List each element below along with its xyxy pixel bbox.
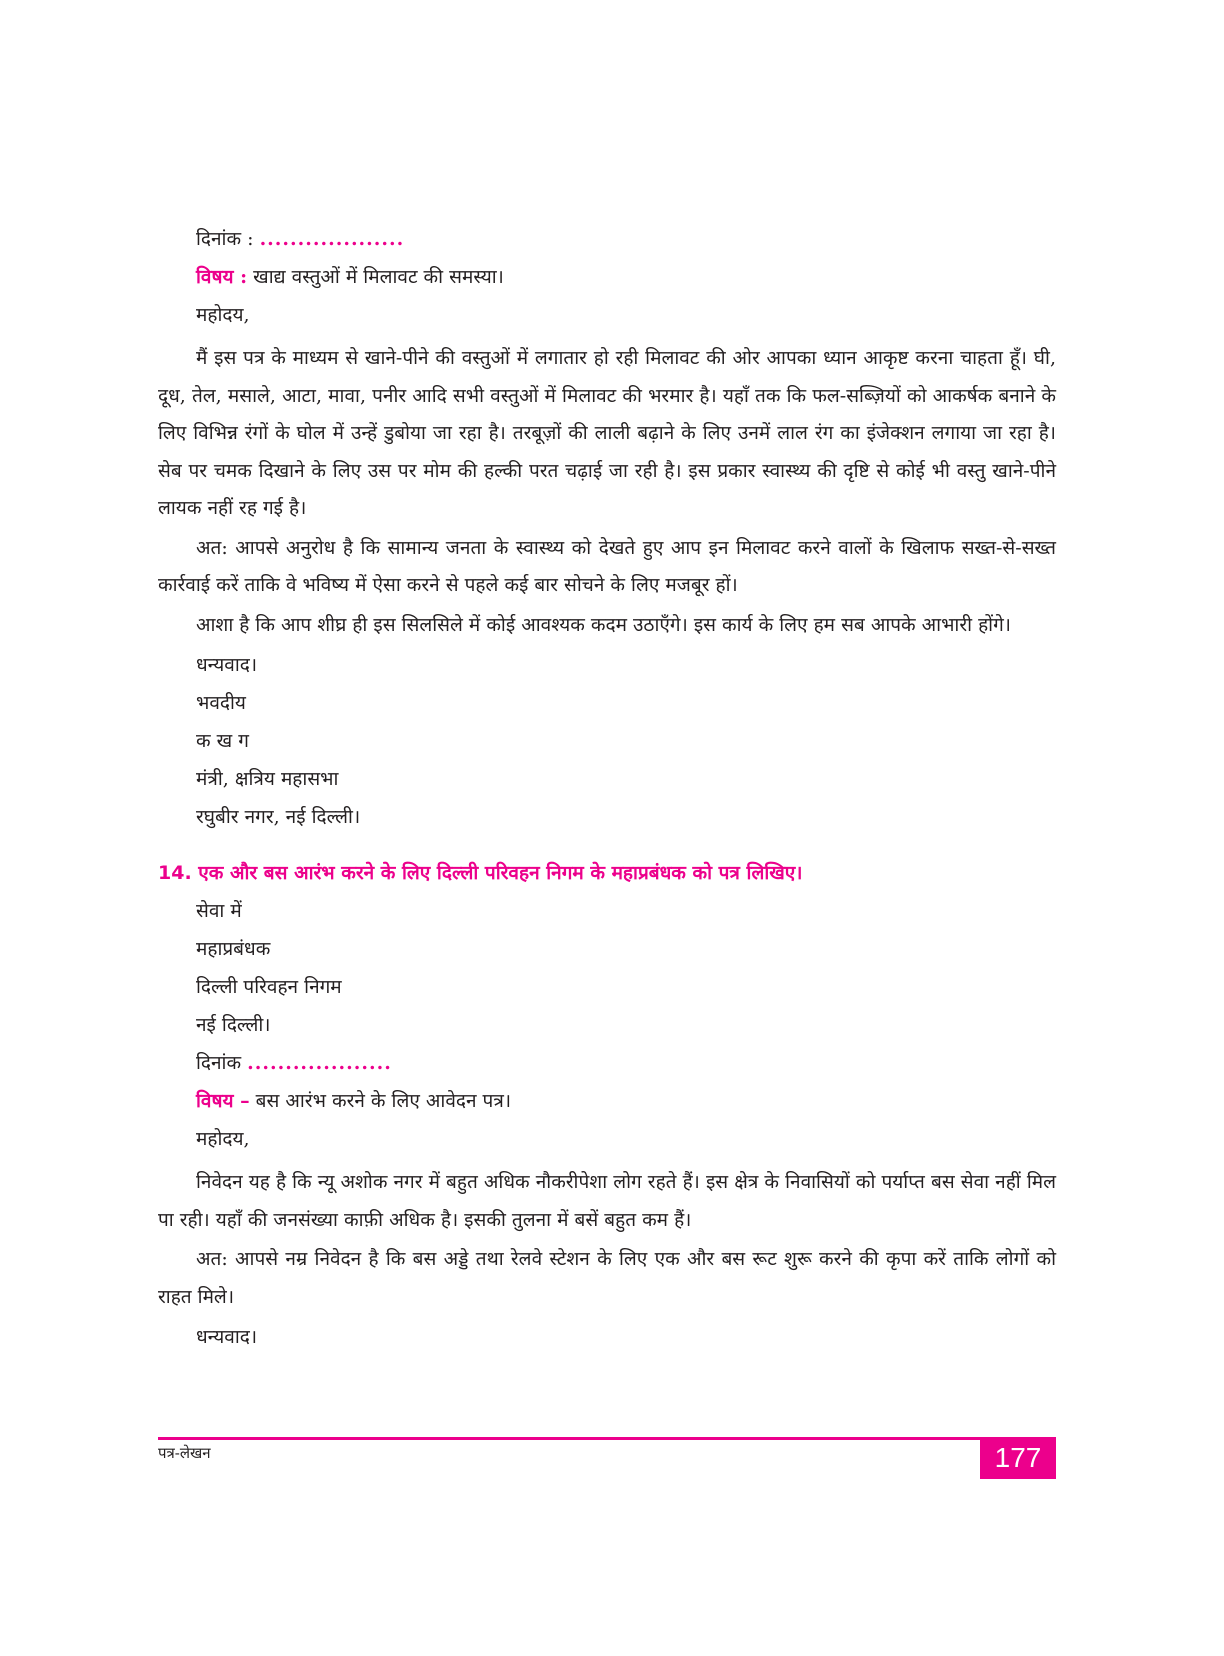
- date-dots: ...................: [259, 228, 405, 250]
- date-line-2: [158, 1050, 1056, 1076]
- closing-1: भवदीय: [196, 692, 246, 714]
- footer-section-title: पत्र-लेखन: [158, 1444, 211, 1462]
- thanks-1: धन्यवाद।: [196, 654, 258, 676]
- subject-label: विषय –: [196, 1090, 250, 1112]
- date-label: दिनांक :: [196, 228, 254, 250]
- body-paragraph-2: अत: आपसे अनुरोध है कि सामान्य जनता के स्वास्थ्य को देखते हुए आप इन मिलावट करने वालों के खिलाफ सख्त-से-सख्त कार्रवाई करें ताकि वे भविष्य में ऐसा करने से पहले कई बार सोचने के लिए मजबूर हों।: [158, 536, 1056, 596]
- salutation-2: महोदय,: [196, 1128, 250, 1150]
- sender-address: रघुबीर नगर, नई दिल्ली।: [196, 806, 361, 828]
- date-dots: ...................: [247, 1052, 392, 1074]
- sender-name: क ख ग: [196, 730, 249, 752]
- to-line: सेवा में: [196, 900, 242, 922]
- sender-designation: मंत्री, क्षत्रिय महासभा: [196, 768, 339, 790]
- salutation-1: महोदय,: [196, 304, 250, 326]
- body-paragraph-5: अत: आपसे नम्र निवेदन है कि बस अड्डे तथा रेलवे स्टेशन के लिए एक और बस रूट शुरू करने की कृपा करें ताकि लोगों को राहत मिले।: [158, 1248, 1056, 1308]
- body-paragraph-3: आशा है कि आप शीघ्र ही इस सिलसिले में कोई आवश्यक कदम उठाएँगे। इस कार्य के लिए हम सब आपके आभारी होंगे।: [196, 613, 1011, 636]
- body-paragraph-4: निवेदन यह है कि न्यू अशोक नगर में बहुत अधिक नौकरीपेशा लोग रहते हैं। इस क्षेत्र के निवासियों को पर्याप्त बस सेवा नहीं मिल पा रही। यहाँ की जनसंख्या काफ़ी अधिक है। इसकी तुलना में बसें बहुत कम हैं।: [158, 1171, 1056, 1231]
- subject-line-2: [158, 1088, 1056, 1114]
- city: नई दिल्ली।: [196, 1014, 271, 1036]
- organization: दिल्ली परिवहन निगम: [196, 976, 342, 998]
- date-label: दिनांक: [196, 1052, 242, 1074]
- recipient: महाप्रबंधक: [196, 938, 271, 960]
- page-content: [158, 226, 1056, 1362]
- date-line-1: [158, 226, 1056, 252]
- subject-label: विषय :: [196, 266, 248, 288]
- body-paragraph-1: मैं इस पत्र के माध्यम से खाने-पीने की वस्तुओं में लगातार हो रही मिलावट की ओर आपका ध्यान आकृष्ट करना चाहता हूँ। घी, दूध, तेल, मसाले, आटा, मावा, पनीर आदि सभी वस्तुओं में मिलावट की भरमार है। यहाँ तक कि फल-सब्ज़ियों को आकर्षक बनाने के लिए विभिन्न रंगों के घोल में उन्हें डुबोया जा रहा है। तरबूज़ों की लाली बढ़ाने के लिए उनमें लाल रंग का इंजेक्शन लगाया जा रहा है। सेब पर चमक दिखाने के लिए उस पर मोम की हल्की परत चढ़ाई जा रही है। इस प्रकार स्वास्थ्य की दृष्टि से कोई भी वस्तु खाने-पीने लायक नहीं रह गई है।: [158, 347, 1056, 519]
- subject-text: बस आरंभ करने के लिए आवेदन पत्र।: [255, 1090, 512, 1112]
- thanks-2: धन्यवाद।: [196, 1326, 258, 1348]
- subject-text: खाद्य वस्तुओं में मिलावट की समस्या।: [253, 266, 504, 288]
- subject-line-1: [158, 264, 1056, 290]
- question-heading: 14. एक और बस आरंभ करने के लिए दिल्ली परिवहन निगम के महाप्रबंधक को पत्र लिखिए।: [158, 862, 803, 884]
- page-number: 177: [980, 1437, 1056, 1479]
- footer-divider: [158, 1437, 1056, 1440]
